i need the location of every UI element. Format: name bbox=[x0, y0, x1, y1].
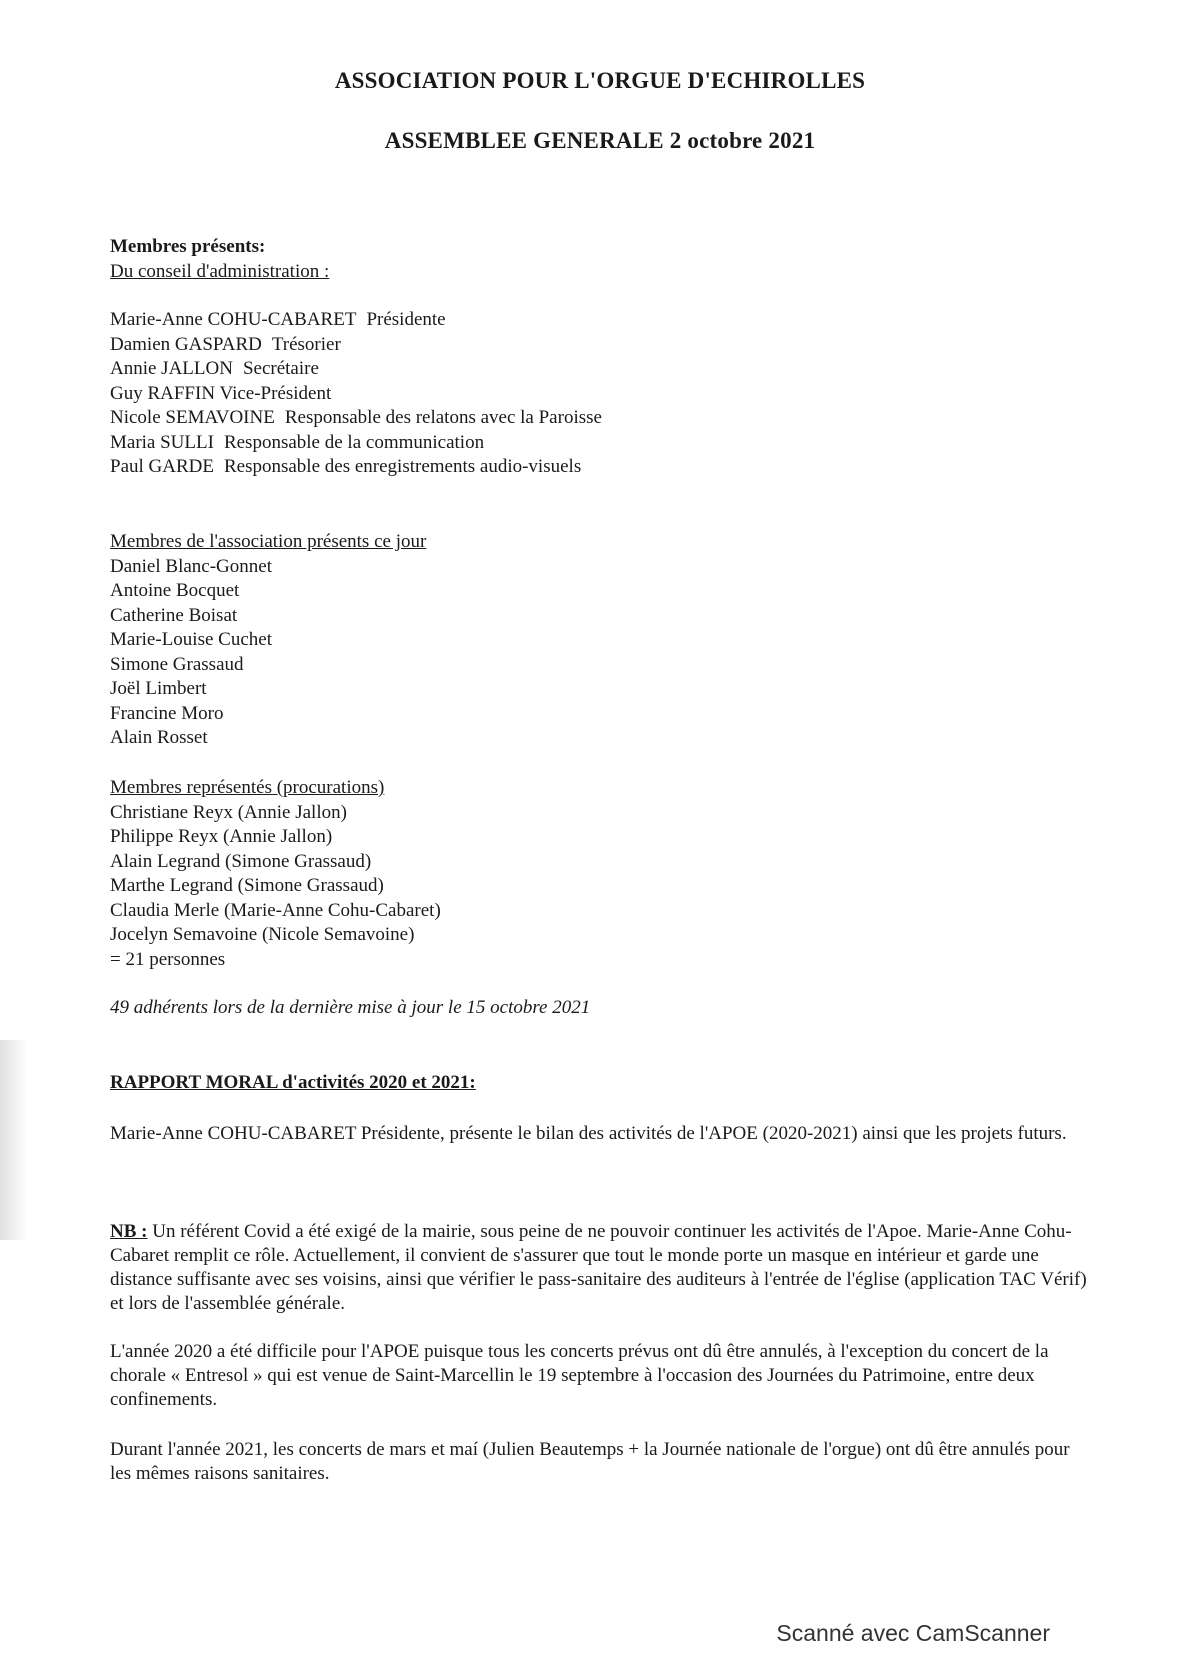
board-member-name: Marie-Anne COHU-CABARET bbox=[110, 309, 357, 330]
board-member-name: Maria SULLI bbox=[110, 431, 214, 453]
adherents-count: 49 adhérents lors de la dernière mise à jour le 15 octobre 2021 bbox=[110, 997, 591, 1018]
board-member bbox=[110, 431, 1110, 456]
list-item: Francine Moro bbox=[110, 702, 224, 724]
board-member-role: Trésorier bbox=[271, 333, 341, 355]
nb-text: Un référent Covid a été exigé de la mairie, sous peine de ne pouvoir continuer les activités de l'Apoe. Marie-Anne Cohu-Cabaret remplit ce rôle. Actuellement, il convient de s'assurer que tout le monde porte un masque en intérieur et garde une distance suffisante avec ses voisins, ainsi que vérifier le pass-sanitaire des auditeurs à l'entrée de l'église (application TAC Vérif) et lors de l'assemblée générale. bbox=[110, 1221, 1087, 1314]
board-member bbox=[110, 357, 1110, 382]
attendance-total: = 21 personnes bbox=[110, 948, 226, 970]
board-member-role: Responsable des enregistrements audio-visuels bbox=[223, 456, 582, 477]
board-member-role: Responsable des relatons avec la Paroisse bbox=[284, 407, 602, 428]
board-member bbox=[110, 308, 1110, 333]
scanner-stamp: Scanné avec CamScanner bbox=[776, 1620, 1050, 1646]
board-member-name: Nicole SEMAVOINE bbox=[110, 407, 275, 428]
board-member-name: Annie JALLON bbox=[110, 358, 233, 379]
list-item: Christiane Reyx (Annie Jallon) bbox=[110, 801, 347, 823]
scan-smudge bbox=[0, 1040, 28, 1240]
report-heading: RAPPORT MORAL d'activités 2020 et 2021: bbox=[110, 1072, 476, 1093]
board-member-name: Guy RAFFIN bbox=[110, 382, 216, 404]
present-members-section bbox=[110, 530, 1110, 751]
list-item: Daniel Blanc-Gonnet bbox=[110, 555, 272, 577]
board-member-role: Vice-Président bbox=[219, 382, 332, 404]
list-item: Marthe Legrand (Simone Grassaud) bbox=[110, 875, 384, 896]
board-member-role: Secrétaire bbox=[242, 358, 319, 379]
report-2021-paragraph: Durant l'année 2021, les concerts de mars et maí (Julien Beautemps + la Journée nationale de l'orgue) ont dû être annulés pour les mêmes raisons sanitaires. bbox=[110, 1439, 1070, 1484]
board-member bbox=[110, 406, 1110, 431]
board-member bbox=[110, 455, 1110, 480]
list-item: Jocelyn Semavoine (Nicole Semavoine) bbox=[110, 924, 415, 945]
list-item: Alain Rosset bbox=[110, 727, 208, 748]
list-item: Simone Grassaud bbox=[110, 653, 244, 675]
present-board-section bbox=[110, 235, 1110, 480]
report-intro: Marie-Anne COHU-CABARET Présidente, présente le bilan des activités de l'APOE (2020-2021) ainsi que les projets futurs. bbox=[110, 1123, 1067, 1144]
list-item: Alain Legrand (Simone Grassaud) bbox=[110, 850, 372, 872]
report-2020-paragraph: L'année 2020 a été difficile pour l'APOE puisque tous les concerts prévus ont dû être annulés, à l'exception du concert de la chorale « Entresol » qui est venue de Saint-Marcellin le 19 septembre à l'occasion des Journées du Patrimoine, entre deux confinements. bbox=[110, 1341, 1049, 1410]
board-member bbox=[110, 382, 1110, 407]
board-member bbox=[110, 333, 1110, 358]
list-item: Joël Limbert bbox=[110, 678, 207, 699]
list-item: Antoine Bocquet bbox=[110, 580, 240, 601]
report-nb-paragraph bbox=[110, 1220, 1090, 1316]
board-member-name: Paul GARDE bbox=[110, 456, 214, 477]
document-subtitle: ASSEMBLEE GENERALE 2 octobre 2021 bbox=[384, 128, 816, 153]
board-member-role: Responsable de la communication bbox=[223, 431, 485, 453]
list-item: Philippe Reyx (Annie Jallon) bbox=[110, 826, 333, 847]
board-heading: Du conseil d'administration : bbox=[110, 260, 330, 282]
board-member-role: Présidente bbox=[366, 309, 446, 330]
list-item: Marie-Louise Cuchet bbox=[110, 629, 272, 650]
nb-label: NB : bbox=[110, 1221, 148, 1242]
proxies-heading: Membres représentés (procurations) bbox=[110, 777, 385, 798]
list-item: Claudia Merle (Marie-Anne Cohu-Cabaret) bbox=[110, 899, 441, 921]
members-heading: Membres de l'association présents ce jour bbox=[110, 531, 427, 552]
proxies-section bbox=[110, 776, 1110, 972]
list-item: Catherine Boisat bbox=[110, 604, 238, 626]
document-title: ASSOCIATION POUR L'ORGUE D'ECHIROLLES bbox=[334, 68, 866, 93]
board-member-name: Damien GASPARD bbox=[110, 333, 262, 355]
present-heading: Membres présents: bbox=[110, 236, 266, 257]
